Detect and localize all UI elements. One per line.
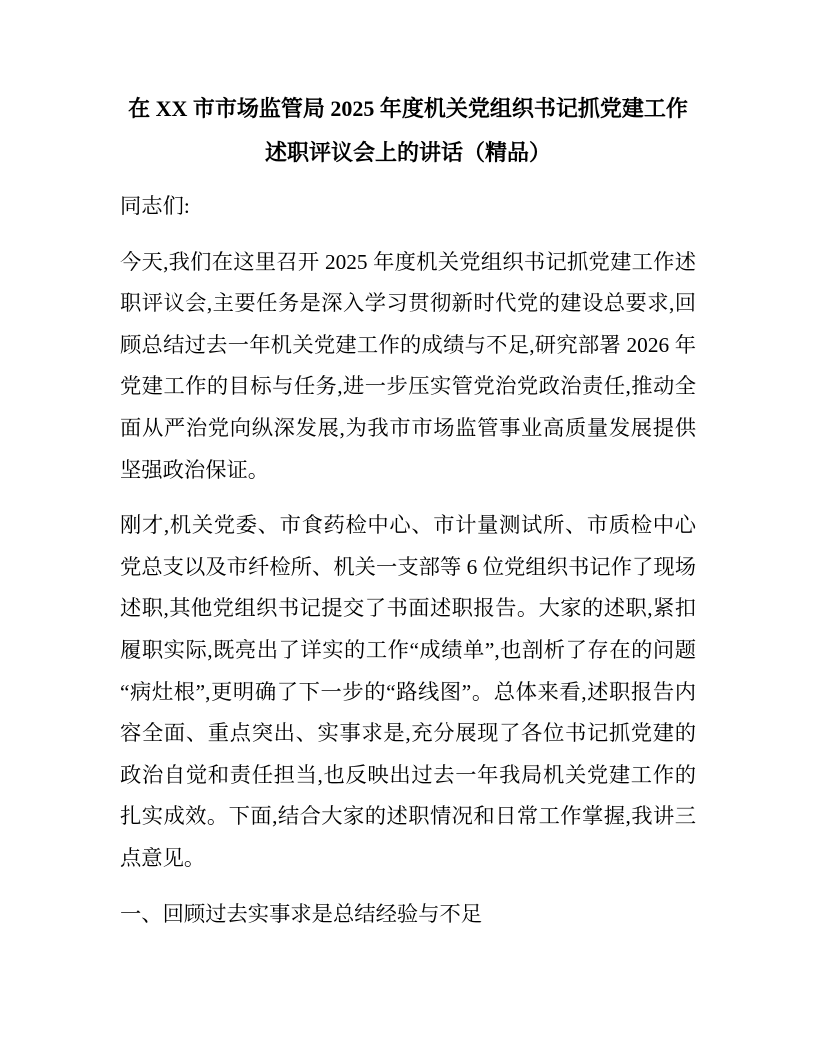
section-heading-one: 一、回顾过去实事求是总结经验与不足 <box>120 901 483 926</box>
salutation: 同志们: <box>120 194 190 218</box>
paragraph-review: 刚才,机关党委、市食药检中心、市计量测试所、市质检中心党总支以及市纤检所、机关一支部等 6 位党组织书记作了现场述职,其他党组织书记提交了书面述职报告。大家的述职,紧扣履职实际,既亮出了详实的工作“成绩单”,也剖析了存在的问题“病灶根”,更明确了下一步的“路线图”。总体来看,述职报告内容全面、重点突出、实事求是,充分展现了各位书记抓党建的政治自觉和责任担当,也反映出过去一年我局机关党建工作的扎实成效。下面,结合大家的述职情况和日常工作掌握,我讲三点意见。 <box>120 513 696 870</box>
document-title: 在 XX 市市场监管局 2025 年度机关党组织书记抓党建工作述职评议会上的讲话（精品） <box>128 96 688 165</box>
paragraph-opening: 今天,我们在这里召开 2025 年度机关党组织书记抓党建工作述职评议会,主要任务是深入学习贯彻新时代党的建设总要求,回顾总结过去一年机关党建工作的成绩与不足,研究部署 2026 年党建工作的目标与任务,进一步压实管党治党政治责任,推动全面从严治党向纵深发展,为我市市场监管事业高质量发展提供坚强政治保证。 <box>120 249 696 482</box>
